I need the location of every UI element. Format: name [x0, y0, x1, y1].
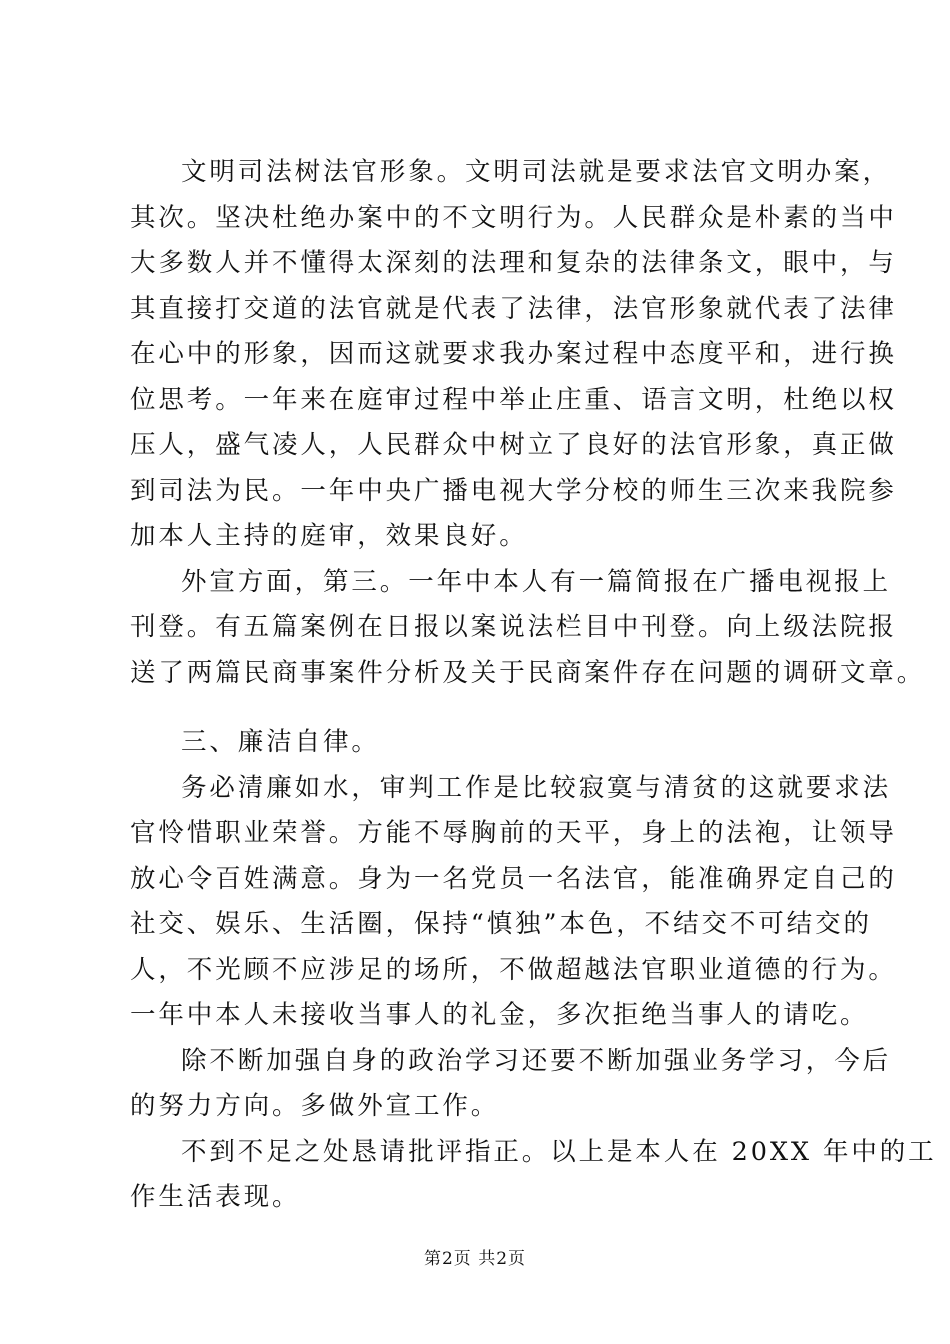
- paragraph-line: 社交、娱乐、生活圈，保持“慎独”本色，不结交不可结交的: [130, 909, 872, 939]
- paragraph-line: 放心令百姓满意。身为一名党员一名法官，能准确界定自己的: [130, 863, 897, 894]
- paragraph-line: 加本人主持的庭审，效果良好。: [130, 521, 528, 551]
- paragraph-line: 的努力方向。多做外宣工作。: [130, 1091, 500, 1121]
- paragraph-line: 位思考。一年来在庭审过程中举止庄重、语言文明，杜绝以权: [130, 384, 897, 415]
- paragraph-line: 刊登。有五篇案例在日报以案说法栏目中刊登。向上级法院报: [130, 612, 897, 642]
- paragraph-gap: [130, 696, 830, 720]
- paragraph-line: 人，不光顾不应涉足的场所，不做超越法官职业道德的行为。: [130, 954, 897, 985]
- section-heading: 三、廉洁自律。: [181, 727, 380, 757]
- paragraph-line: 大多数人并不懂得太深刻的法理和复杂的法律条文，眼中，与: [130, 248, 897, 278]
- paragraph-line: 外宣方面，第三。一年中本人有一篇简报在广播电视报上: [181, 566, 892, 597]
- paragraph-line: 官怜惜职业荣誉。方能不辱胸前的天平，身上的法袍，让领导: [130, 818, 897, 848]
- paragraph-line: 其直接打交道的法官就是代表了法律，法官形象就代表了法律: [130, 293, 897, 324]
- paragraph-line: 务必清廉如水，审判工作是比较寂寞与清贫的这就要求法: [181, 772, 892, 803]
- paragraph-line: 一年中本人未接收当事人的礼金，多次拒绝当事人的请吃。: [130, 1000, 869, 1030]
- paragraph-line: 其次。坚决杜绝办案中的不文明行为。人民群众是朴素的当中: [130, 202, 897, 233]
- paragraph-line: 在心中的形象，因而这就要求我办案过程中态度平和，进行换: [130, 339, 897, 369]
- paragraph-line: 作生活表现。: [130, 1182, 301, 1212]
- paragraph-line: 除不断加强自身的政治学习还要不断加强业务学习，今后: [181, 1045, 892, 1076]
- paragraph-line: 不到不足之处恳请批评指正。以上是本人在 20XX 年中的工: [181, 1136, 937, 1167]
- paragraph-line: 文明司法树法官形象。文明司法就是要求法官文明办案，: [181, 157, 892, 187]
- paragraph-line: 压人，盛气凌人，人民群众中树立了良好的法官形象，真正做: [130, 430, 897, 460]
- paragraph-line: 送了两篇民商事案件分析及关于民商案件存在问题的调研文章。: [130, 657, 926, 688]
- paragraph-line: 到司法为民。一年中央广播电视大学分校的师生三次来我院参: [130, 475, 897, 506]
- page-number-footer: 第2页 共2页: [423, 1249, 527, 1269]
- document-body: [130, 150, 937, 1221]
